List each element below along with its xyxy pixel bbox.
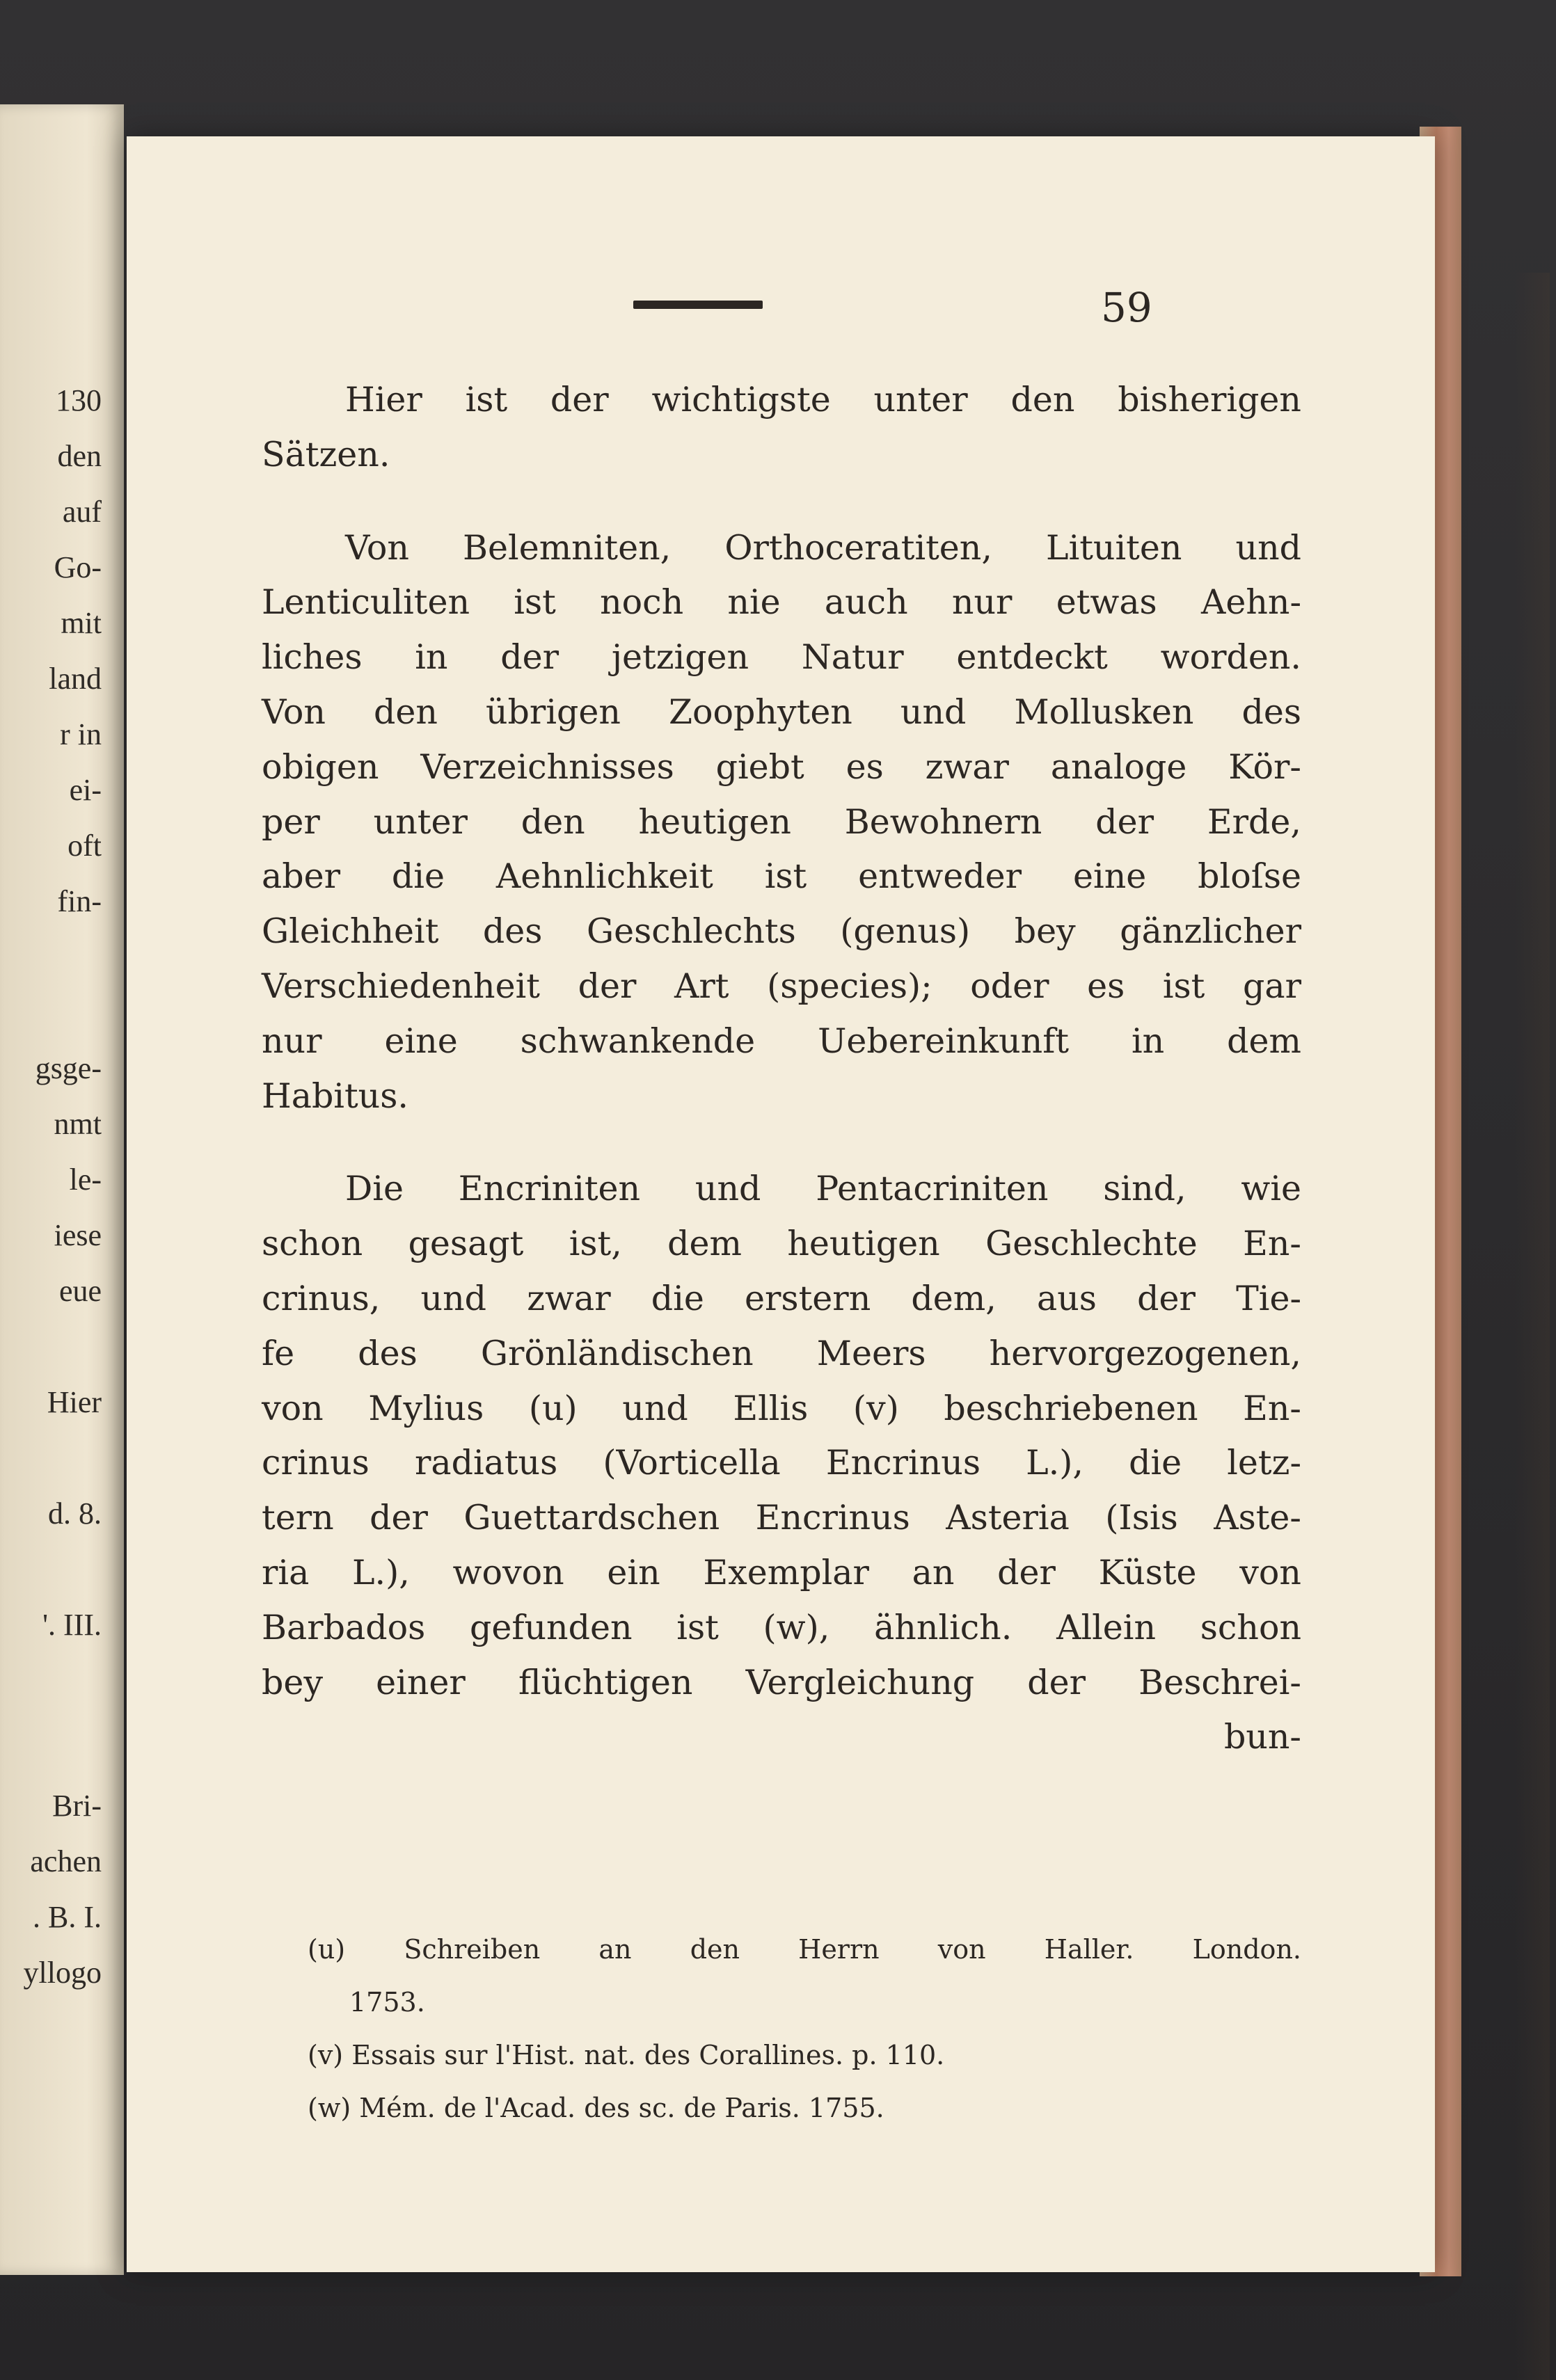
page-number: 59	[1101, 284, 1152, 331]
text-line: Die Encriniten und Pentacriniten sind, wie	[345, 1169, 1301, 1209]
paragraph-gap	[262, 483, 1301, 521]
text-line: Von Belemniten, Orthoceratiten, Lituiten und	[345, 527, 1301, 568]
text-line: Habitus.	[262, 1076, 408, 1116]
text-line: Von den übrigen Zoophyten und Mollusken des	[262, 692, 1301, 732]
text-line: bey einer flüchtigen Vergleichung der Beschrei-	[262, 1662, 1301, 1702]
left-page-line: Go-	[54, 550, 102, 584]
text-line: crinus, und zwar die erstern dem, aus der Tie-	[262, 1278, 1301, 1318]
text-line: von Mylius (u) und Ellis (v) beschriebenen En-	[262, 1388, 1301, 1428]
left-page-line: nmt	[54, 1107, 102, 1141]
left-page-line: '. III.	[42, 1608, 102, 1642]
page-gutter-shadow	[1515, 273, 1550, 2380]
footnote-w: (w) Mém. de l'Acad. des sc. de Paris. 1755.	[308, 2093, 884, 2123]
footnote-v: (v) Essais sur l'Hist. nat. des Corallines. p. 110.	[308, 2040, 945, 2070]
text-line: Lenticuliten ist noch nie auch nur etwas Aehn-	[262, 582, 1301, 623]
previous-page-strip	[0, 104, 124, 2275]
left-page-line: mit	[61, 606, 102, 640]
text-line: obigen Verzeichnisses giebt es zwar analoge Kör-	[262, 746, 1301, 787]
text-line: Gleichheit des Geschlechts (genus) bey gänzlicher	[262, 911, 1301, 952]
left-page-line: land	[49, 662, 102, 696]
left-page-line: achen	[30, 1844, 102, 1878]
left-page-line: Hier	[47, 1385, 102, 1419]
header-rule	[633, 301, 763, 309]
text-line: Sätzen.	[262, 434, 390, 474]
left-page-line: den	[57, 439, 102, 473]
left-page-line: ei-	[69, 773, 102, 807]
left-page-line: auf	[62, 495, 102, 529]
left-page-line: Bri-	[52, 1789, 102, 1823]
left-page-line: 130	[56, 383, 102, 417]
left-page-line: fin-	[57, 884, 102, 918]
left-page-line: oft	[68, 829, 102, 863]
footnote-u: (u) Schreiben an den Herrn von Haller. London.	[308, 1934, 1301, 1965]
left-page-line: . B. I.	[33, 1900, 102, 1934]
left-page-line: le-	[69, 1163, 102, 1197]
left-page-line: r in	[60, 717, 102, 751]
text-line: Hier ist der wichtigste unter den bisherigen	[345, 380, 1301, 420]
footnotes	[308, 1923, 1301, 2134]
left-page-line: yllogo	[23, 1956, 102, 1990]
paragraph	[262, 373, 1301, 483]
text-line: ria L.), wovon ein Exemplar an der Küste von	[262, 1552, 1301, 1592]
catchword: bun-	[1223, 1717, 1301, 1757]
left-page-line: gsge-	[35, 1051, 102, 1085]
paragraph	[262, 521, 1301, 1124]
paragraph	[262, 1162, 1301, 1765]
text-line: Verschiedenheit der Art (species); oder es ist gar	[262, 966, 1301, 1006]
left-page-line: iese	[54, 1218, 102, 1252]
text-line: tern der Guettardschen Encrinus Asteria (Isis Aste-	[262, 1498, 1301, 1538]
text-line: crinus radiatus (Vorticella Encrinus L.), die letz-	[262, 1443, 1301, 1483]
left-page-line: eue	[58, 1274, 102, 1308]
text-line: Barbados gefunden ist (w), ähnlich. Allein schon	[262, 1607, 1301, 1647]
text-line: aber die Aehnlichkeit ist entweder eine bloſse	[262, 856, 1301, 897]
text-line: schon gesagt ist, dem heutigen Geschlechte En-	[262, 1224, 1301, 1264]
text-line: per unter den heutigen Bewohnern der Erde,	[262, 801, 1301, 842]
text-line: nur eine schwankende Uebereinkunft in dem	[262, 1021, 1301, 1061]
paragraph-gap	[262, 1124, 1301, 1162]
text-line: liches in der jetzigen Natur entdeckt worden.	[262, 637, 1301, 678]
left-page-line: d. 8.	[48, 1496, 102, 1531]
book-page	[127, 136, 1435, 2272]
footnote-u-continued: 1753.	[349, 1987, 425, 2018]
body-text	[262, 373, 1301, 1765]
text-line: fe des Grönländischen Meers hervorgezogenen,	[262, 1333, 1301, 1373]
